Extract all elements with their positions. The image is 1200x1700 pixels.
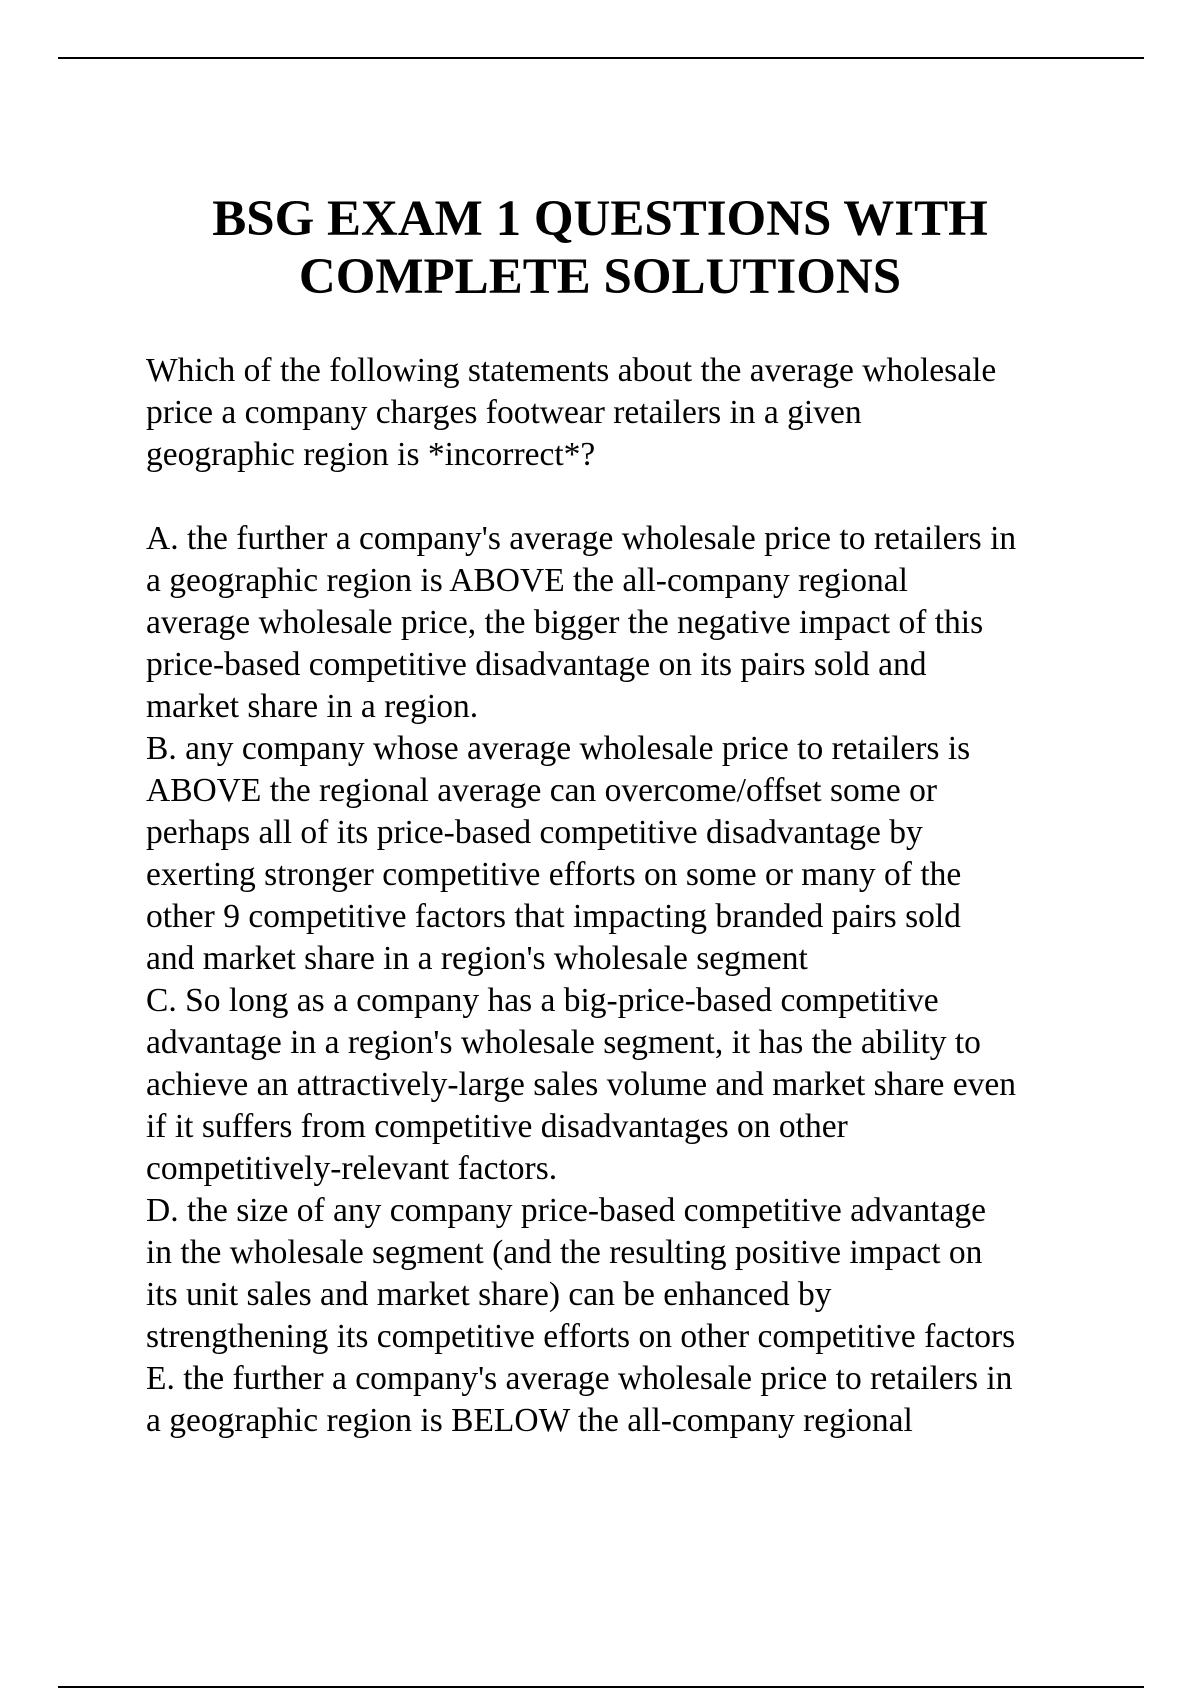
option-line: D. the size of any company price-based competitive advantage (146, 1192, 986, 1229)
option-line: C. So long as a company has a big-price-based competitive (146, 982, 939, 1019)
option-line: and market share in a region's wholesale segment (146, 940, 808, 977)
question-body (146, 350, 1146, 1442)
option-line: in the wholesale segment (and the resulting positive impact on (146, 1234, 983, 1271)
option-line: exerting stronger competitive efforts on some or many of the (146, 856, 962, 893)
option-d (146, 1190, 1146, 1358)
option-line: B. any company whose average wholesale price to retailers is (146, 730, 971, 767)
option-line: A. the further a company's average wholesale price to retailers in (146, 520, 1017, 557)
option-line: ABOVE the regional average can overcome/offset some or (146, 772, 937, 809)
option-line: a geographic region is ABOVE the all-company regional (146, 562, 908, 599)
option-line: its unit sales and market share) can be enhanced by (146, 1276, 832, 1313)
header-rule (58, 57, 1144, 59)
option-line: competitively-relevant factors. (146, 1150, 558, 1187)
option-b (146, 728, 1146, 980)
paragraph-gap (146, 476, 1146, 518)
question-line: Which of the following statements about the average wholesale (146, 352, 997, 389)
option-line: advantage in a region's wholesale segment, it has the ability to (146, 1024, 981, 1061)
option-line: price-based competitive disadvantage on its pairs sold and (146, 646, 927, 683)
question-line: geographic region is *incorrect*? (146, 436, 596, 473)
option-line: average wholesale price, the bigger the negative impact of this (146, 604, 984, 641)
option-line: E. the further a company's average wholesale price to retailers in (146, 1360, 1013, 1397)
title-line: BSG EXAM 1 QUESTIONS WITH (212, 191, 988, 247)
option-a (146, 518, 1146, 728)
option-e (146, 1358, 1146, 1442)
footer-rule (58, 1686, 1144, 1688)
option-line: achieve an attractively-large sales volume and market share even (146, 1066, 1016, 1103)
option-line: perhaps all of its price-based competitive disadvantage by (146, 814, 923, 851)
question-text (146, 350, 1146, 476)
option-c (146, 980, 1146, 1190)
option-line: market share in a region. (146, 688, 479, 725)
question-line: price a company charges footwear retailers in a given (146, 394, 862, 431)
option-line: if it suffers from competitive disadvantages on other (146, 1108, 848, 1145)
page-title (100, 190, 1100, 306)
title-line: COMPLETE SOLUTIONS (298, 249, 902, 305)
option-line: strengthening its competitive efforts on other competitive factors (146, 1318, 1016, 1355)
option-line: a geographic region is BELOW the all-company regional (146, 1402, 913, 1439)
option-line: other 9 competitive factors that impacting branded pairs sold (146, 898, 961, 935)
